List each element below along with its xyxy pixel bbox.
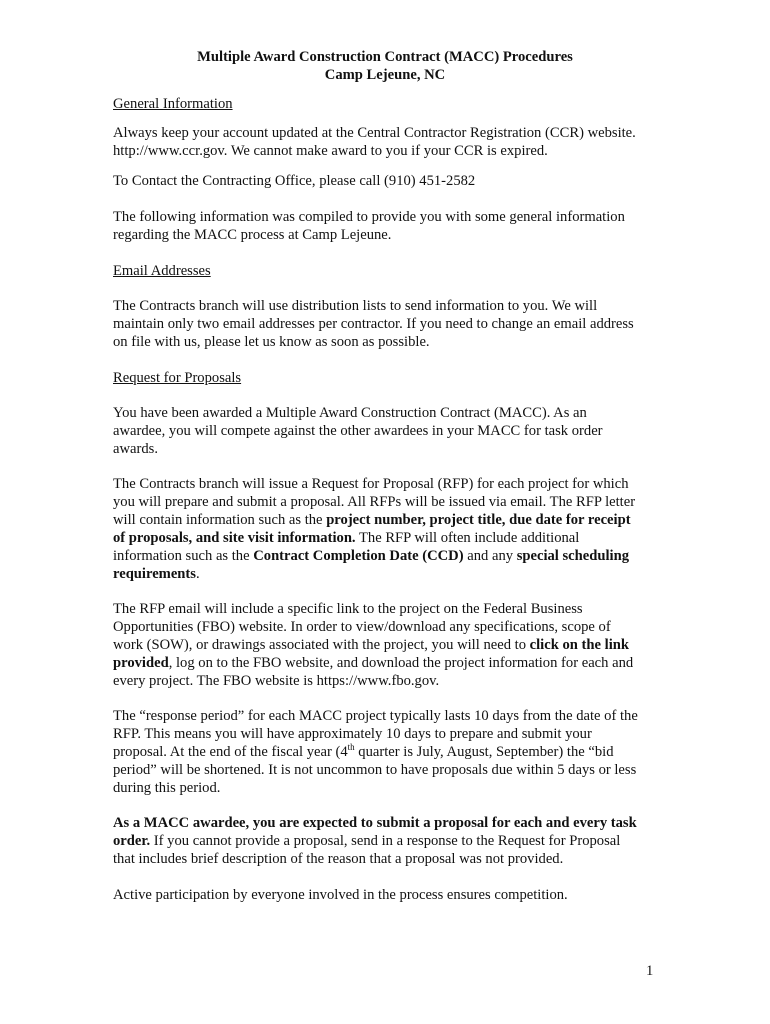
document-subtitle: Camp Lejeune, NC <box>324 67 446 83</box>
bold-text: click on the link <box>529 637 629 653</box>
text-segment: . <box>195 566 200 582</box>
fbo-paragraph <box>113 600 663 690</box>
text-line <box>113 511 663 529</box>
text-line <box>113 832 663 850</box>
bold-text: requirements <box>113 566 196 582</box>
text-line <box>113 565 663 583</box>
text-line: during this period. <box>113 780 221 796</box>
intro-paragraph <box>113 208 663 244</box>
response-period-paragraph <box>113 707 663 797</box>
superscript: th <box>347 742 355 753</box>
text-line: Opportunities (FBO) website. In order to view/download any specifications, scope of <box>113 619 611 635</box>
text-line <box>113 814 663 832</box>
text-line: You have been awarded a Multiple Award Construction Contract (MACC). As an <box>113 405 587 421</box>
text-segment: work (SOW), or drawings associated with the project, you will need to <box>113 637 530 653</box>
bold-text: order. <box>113 833 151 849</box>
text-segment: The RFP will often include additional <box>355 530 580 546</box>
bold-text: provided <box>113 655 169 671</box>
text-line: The RFP email will include a specific link to the project on the Federal Business <box>113 601 583 617</box>
text-segment: information such as the <box>113 548 254 564</box>
text-line <box>113 529 663 547</box>
text-line <box>113 743 663 761</box>
text-line: every project. The FBO website is https://www.fbo.gov. <box>113 673 440 689</box>
awardee-obligation-paragraph <box>113 814 663 868</box>
text-line: awards. <box>113 441 158 457</box>
document-title: Multiple Award Construction Contract (MACC) Procedures <box>197 49 573 65</box>
text-segment: If you cannot provide a proposal, send in a response to the Request for Proposal <box>150 833 621 849</box>
text-line: http://www.ccr.gov. We cannot make award to you if your CCR is expired. <box>113 143 548 159</box>
text-line: maintain only two email addresses per contractor. If you need to change an email address <box>113 316 634 332</box>
bold-text: of proposals, and site visit information. <box>113 530 356 546</box>
page-number: 1 <box>646 963 654 979</box>
text-line <box>113 547 663 565</box>
text-line: that includes brief description of the reason that a proposal was not provided. <box>113 851 564 867</box>
bold-text: As a MACC awardee, you are expected to submit a proposal for each and every task <box>113 815 637 831</box>
text-segment: will contain information such as the <box>113 512 327 528</box>
text-segment: , log on to the FBO website, and download the project information for each and <box>168 655 634 671</box>
text-line: you will prepare and submit a proposal. All RFPs will be issued via email. The RFP letter <box>113 494 636 510</box>
text-line: The “response period” for each MACC project typically lasts 10 days from the date of the <box>113 708 638 724</box>
email-paragraph <box>113 297 663 351</box>
text-line <box>113 636 663 654</box>
general-information-heading: General Information <box>113 96 233 112</box>
participation-paragraph: Active participation by everyone involved in the process ensures competition. <box>113 887 568 903</box>
text-line: The Contracts branch will issue a Request for Proposal (RFP) for each project for which <box>113 476 629 492</box>
email-addresses-heading: Email Addresses <box>113 263 211 279</box>
text-segment: and any <box>463 548 517 564</box>
text-line: period” will be shortened. It is not uncommon to have proposals due within 5 days or less <box>113 762 637 778</box>
bold-text: Contract Completion Date (CCD) <box>253 548 464 564</box>
text-line: Always keep your account updated at the Central Contractor Registration (CCR) website. <box>113 125 636 141</box>
text-line: regarding the MACC process at Camp Lejeune. <box>113 227 392 243</box>
request-for-proposals-heading: Request for Proposals <box>113 370 242 386</box>
ccr-paragraph <box>113 124 663 160</box>
text-segment: quarter is July, August, September) the “bid <box>354 744 614 760</box>
text-line: on file with us, please let us know as soon as possible. <box>113 334 430 350</box>
rfp-issue-paragraph <box>113 475 663 583</box>
bold-text: project number, project title, due date for receipt <box>326 512 631 528</box>
text-line <box>113 654 663 672</box>
contact-paragraph: To Contact the Contracting Office, please call (910) 451-2582 <box>113 173 476 189</box>
text-line: awardee, you will compete against the other awardees in your MACC for task order <box>113 423 603 439</box>
text-segment: proposal. At the end of the fiscal year (4 <box>113 744 348 760</box>
text-line: RFP. This means you will have approximately 10 days to prepare and submit your <box>113 726 592 742</box>
text-line: The following information was compiled to provide you with some general information <box>113 209 625 225</box>
text-line: The Contracts branch will use distribution lists to send information to you. We will <box>113 298 598 314</box>
bold-text: special scheduling <box>516 548 629 564</box>
awarded-paragraph <box>113 404 663 458</box>
